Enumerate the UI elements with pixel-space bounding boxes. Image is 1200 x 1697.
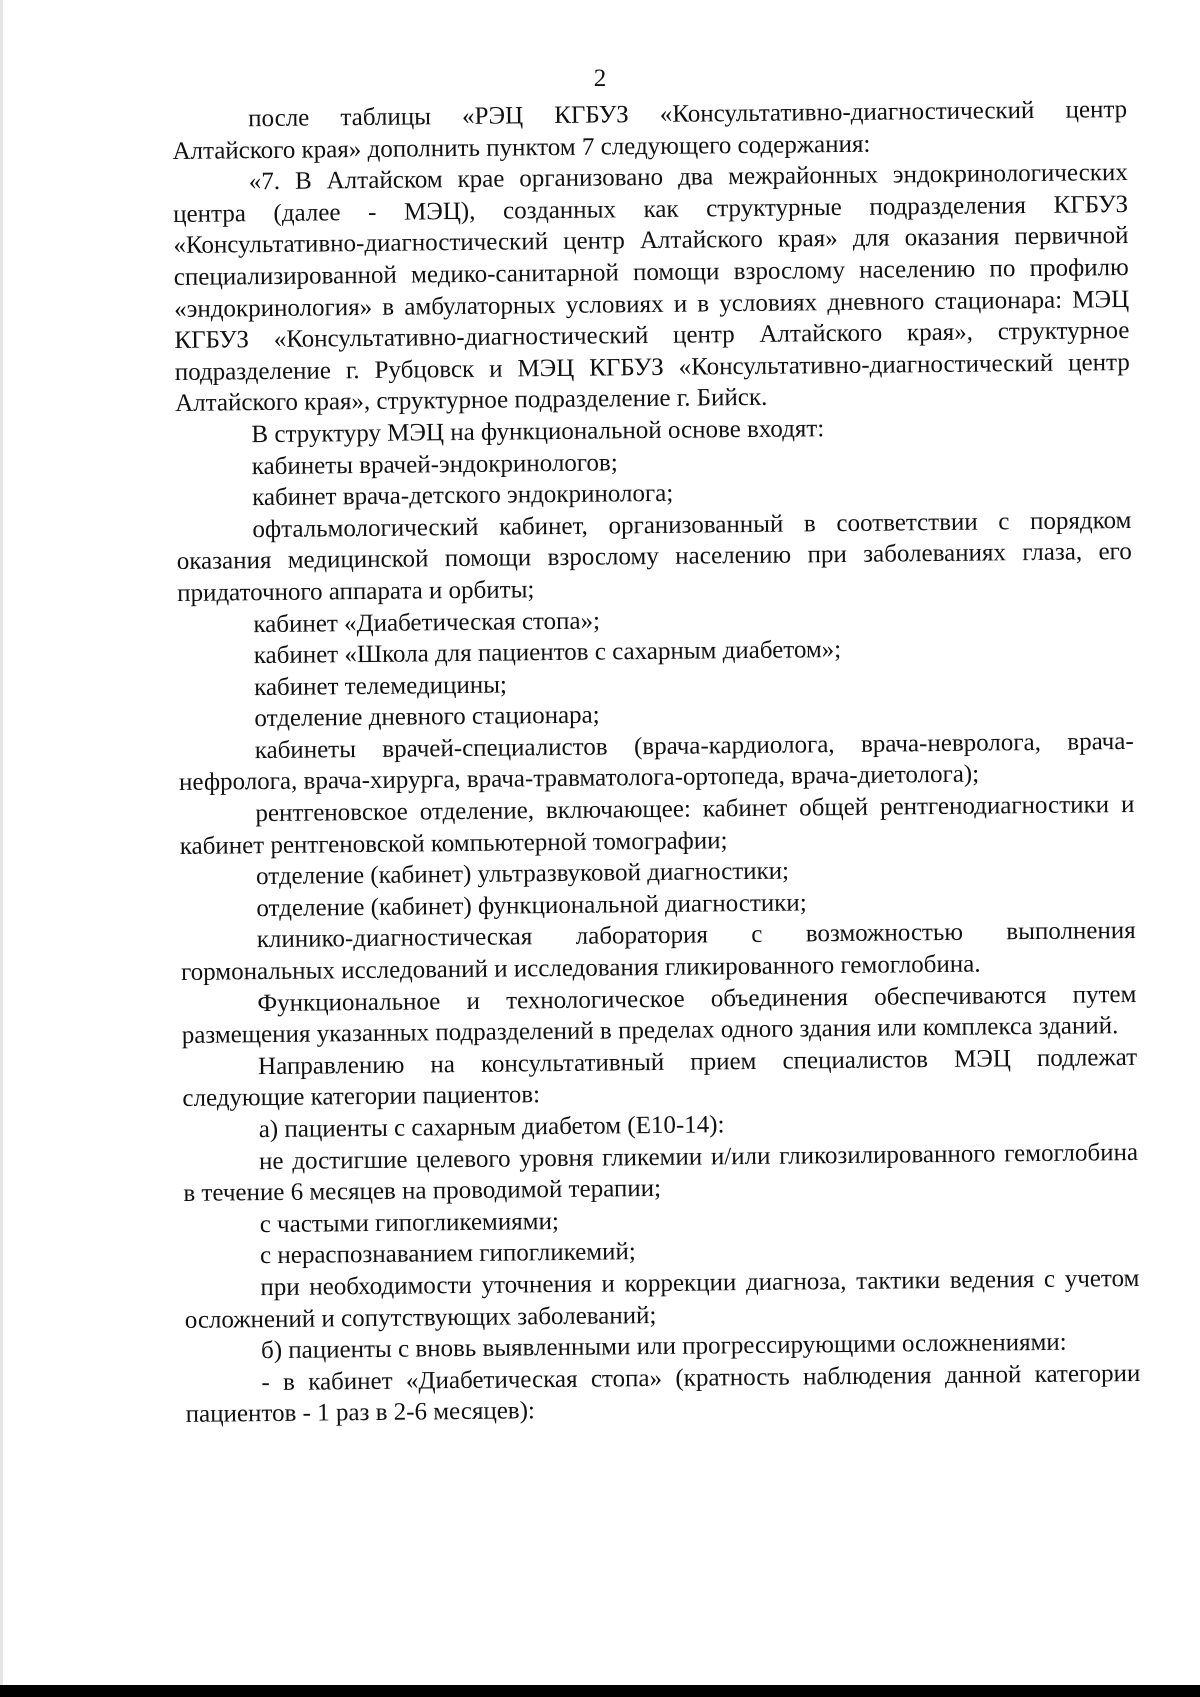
paragraph: «7. В Алтайском крае организовано два межрайонных эндокринологических центра (далее - МЭЦ), созданных как структурные подразделения КГБУЗ «Консультативно-диагностический центр Алтайского края» для оказания первичной специализированной медико-санитарной помощи взрослому населению по профилю «эндокринология» в амбулаторных условиях и в условиях дневного стационара: МЭЦ КГБУЗ «Консультативно-диагностический центр Алтайского края», структурное подразделение г. Рубцовск и МЭЦ КГБУЗ «Консультативно-диагностический центр Алтайского края», структурное подразделение г. Бийск. bbox=[173, 159, 1130, 418]
list-item: кабинеты врачей-эндокринологов; bbox=[251, 448, 618, 480]
list-item: с нераспознаванием гипогликемий; bbox=[259, 1238, 636, 1270]
list-item: кабинет «Школа для пациентов с сахарным диабетом»; bbox=[253, 636, 842, 670]
list-item: клинико-диагностическая лаборатория с возможностью выполнения гормональных исследований и исследования гликированного гемоглобина. bbox=[180, 917, 1136, 986]
list-item: а) пациенты с сахарным диабетом (Е10-14): bbox=[258, 1111, 725, 1144]
list-item: кабинеты врачей-специалистов (врача-кардиолога, врача-невролога, врача-нефролога, врача-хирурга, врача-травматолога-ортопеда, врача-диетолога); bbox=[178, 727, 1134, 797]
list-item: кабинет врача-детского эндокринолога; bbox=[251, 479, 674, 512]
list-item: офтальмологический кабинет, организованный в соответствии с порядком оказания медицинской помощи взрослому населению при заболеваниях глаза, его придаточного аппарата и орбиты; bbox=[176, 506, 1132, 607]
paragraph: Функциональное и технологическое объединения обеспечиваются путем размещения указанных подразделений в пределах одного здания или комплекса зданий. bbox=[181, 980, 1137, 1050]
paragraph: Направлению на консультативный прием специалистов МЭЦ подлежат следующие категории пациентов: bbox=[182, 1043, 1138, 1113]
list-item: кабинет телемедицины; bbox=[253, 671, 508, 701]
list-item: с частыми гипогликемиями; bbox=[259, 1207, 559, 1238]
list-item: отделение (кабинет) ультразвуковой диагностики; bbox=[255, 857, 790, 891]
list-item: б) пациенты с вновь выявленными или прогрессирующими осложнениями: bbox=[260, 1328, 1067, 1365]
list-item: рентгеновское отделение, включающее: кабинет общей рентгенодиагностики и кабинет рентгеновской компьютерной томографии; bbox=[179, 791, 1135, 860]
list-item: отделение дневного стационара; bbox=[254, 701, 600, 733]
scan-bottom-border bbox=[0, 1685, 1200, 1697]
list-item: при необходимости уточнения и коррекции диагноза, тактики ведения с учетом осложнений и сопутствующих заболеваний; bbox=[184, 1264, 1140, 1334]
page-number: 2 bbox=[593, 65, 607, 92]
paragraph: В структуру МЭЦ на функциональной основе входят: bbox=[251, 415, 825, 449]
scan-edge bbox=[0, 0, 3, 1697]
list-item: - в кабинет «Диабетическая стопа» (кратность наблюдения данной категории пациентов - 1 раз в 2-6 месяцев): bbox=[185, 1359, 1141, 1429]
list-item: не достигшие целевого уровня гликемии и/или гликозилированного гемоглобина в течение 6 месяцев на проводимой терапии; bbox=[183, 1138, 1139, 1208]
paragraph: после таблицы «РЭЦ КГБУЗ «Консультативно-диагностический центр Алтайского края» дополнить пунктом 7 следующего содержания: bbox=[172, 95, 1128, 165]
list-item: отделение (кабинет) функциональной диагностики; bbox=[256, 889, 807, 923]
list-item: кабинет «Диабетическая стопа»; bbox=[253, 607, 601, 638]
document-body bbox=[172, 94, 1141, 1431]
